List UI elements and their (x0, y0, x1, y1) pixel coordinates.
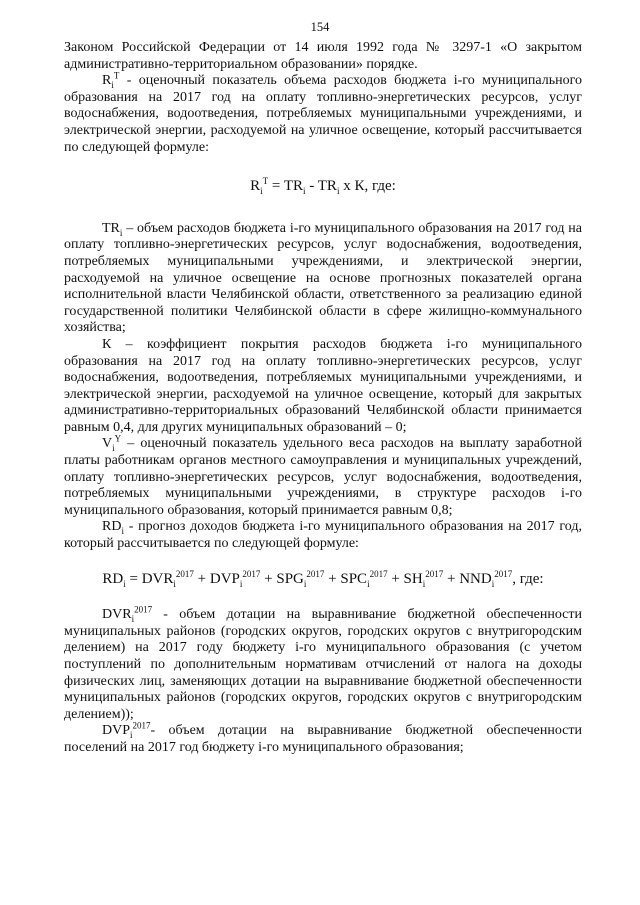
paragraph-r-definition (64, 70, 582, 156)
symbol-dvp: DVP (102, 723, 131, 739)
symbol-dvr: DVR (102, 607, 132, 623)
formula-term: - TR (305, 178, 337, 195)
symbol-r: R (102, 73, 112, 89)
definition-text: - прогноз доходов бюджета i-го муниципального образования на 2017 год, который рассчитывается по следующей формуле: (64, 519, 582, 552)
symbol-subscript: i (119, 227, 123, 238)
formula-subscript: i (239, 578, 243, 589)
definition-text: – объем расходов бюджета i-го муниципального образования на 2017 год на оплату топливно-энергетических ресурсов, услуг водоснабжения, водоотведения, потребляемых муниципальными учреждениями, и электрической энергии, расходуемой на уличное освещение на основе прогнозных показателей органа исполнительной власти Челябинской области, ответственного за реализацию единой государственной политики Челябинской области в сфере жилищно-коммунального хозяйства; (64, 220, 582, 336)
formula-subscript: i (303, 186, 306, 197)
paragraph-dvr-definition (64, 604, 582, 723)
paragraph-v-definition (64, 433, 582, 519)
page-number: 154 (310, 20, 330, 34)
formula-term: + SPG (260, 570, 304, 587)
formula-subscript: i (367, 578, 370, 589)
formula-subscript: i (260, 186, 263, 197)
symbol-superscript: Y (114, 433, 122, 444)
paragraph-k-definition: К – коэффициент покрытия расходов бюджета i-го муниципального образования на 2017 год на оплату топливно-энергетических ресурсов, услуг водоснабжения, водоотведения, потребляемых муниципальными учреждениями, и электрической энергии, расходуемой на уличное освещение, который для закрытых административно-территориальных образований Челябинской области принимается равным 0,4, для других муниципальных образований – 0; (64, 336, 582, 435)
formula-term: = DVR (125, 570, 174, 587)
formula-superscript: 2017 (242, 568, 261, 579)
formula-term: + DVP (193, 570, 240, 587)
symbol-subscript: i (121, 526, 124, 537)
formula-rd (64, 568, 582, 589)
formula-subscript: i (303, 578, 307, 589)
symbol-superscript: T (113, 70, 120, 81)
formula-superscript: 2017 (494, 568, 513, 579)
symbol-superscript: 2017 (134, 604, 153, 615)
formula-subscript: i (422, 578, 426, 589)
symbol-tr: TR (102, 220, 120, 236)
formula-term: + SPC (324, 570, 368, 587)
paragraph-dvp-definition (64, 720, 582, 756)
formula-term: + NND (443, 570, 492, 587)
paragraph-law-reference: Законом Российской Федерации от 14 июля 1992 года № 3297-1 «О закрытом административно-территориальном образовании» порядке. (64, 40, 582, 72)
formula-subscript: i (173, 578, 176, 589)
formula-subscript: i (336, 186, 340, 197)
symbol-subscript: i (131, 614, 135, 625)
symbol-rd: RD (102, 519, 122, 535)
formula-term: RD (102, 570, 124, 587)
formula-subscript: i (491, 578, 495, 589)
paragraph-tr-definition (64, 221, 582, 337)
formula-subscript: i (123, 578, 126, 589)
formula-superscript: 2017 (425, 568, 444, 579)
symbol-v: V (102, 436, 113, 452)
formula-superscript: 2017 (175, 568, 194, 579)
formula-term: = TR (268, 178, 304, 195)
formula-term: R (250, 178, 261, 195)
formula-superscript: 2017 (306, 568, 325, 579)
formula-r (64, 178, 582, 195)
formula-term: x К, где: (339, 178, 396, 195)
formula-superscript: T (262, 176, 269, 187)
definition-text: – оценочный показатель удельного веса расходов на выплату заработной платы работникам органов местного самоуправления и муниципальных учреждений, оплату топливно-энергетических ресурсов, услуг водоснабжения, водоотведения, потребляемых муниципальными учреждениями, в структуре расходов i-го муниципального образования, который принимается равным 0,8; (64, 436, 582, 518)
formula-term: , где: (512, 570, 544, 587)
symbol-subscript: i (111, 79, 114, 90)
definition-text: - объем дотации на выравнивание бюджетной обеспеченности муниципальных районов (городских округов, городских округов с внутригородским делением) на 2017 году бюджету i-го муниципального образования (с учетом поступлений по дополнительным нормативам отчислений от налога на доходы физических лиц, заменяющих дотации на выравнивание бюджетной обеспеченности муниципальных районов (городских округов, городских округов с внутригородским делением)); (64, 607, 582, 722)
definition-text: - объем дотации на выравнивание бюджетной обеспеченности поселений на 2017 год бюджету i-го муниципального образования; (64, 723, 582, 755)
definition-text: - оценочный показатель объема расходов бюджета i-го муниципального образования на 2017 год на оплату топливно-энергетических ресурсов, услуг водоснабжения, водоотведения, потребляемых муниципальными учреждениями, и электрической энергии, расходуемой на уличное освещение, который рассчитывается по следующей формуле: (64, 73, 582, 155)
symbol-subscript: i (130, 730, 133, 741)
symbol-subscript: i (112, 443, 115, 454)
symbol-superscript: 2017 (132, 720, 151, 731)
formula-superscript: 2017 (369, 568, 388, 579)
document-body (64, 40, 582, 757)
paragraph-rd-definition (64, 519, 582, 552)
formula-term: + SH (387, 570, 423, 587)
